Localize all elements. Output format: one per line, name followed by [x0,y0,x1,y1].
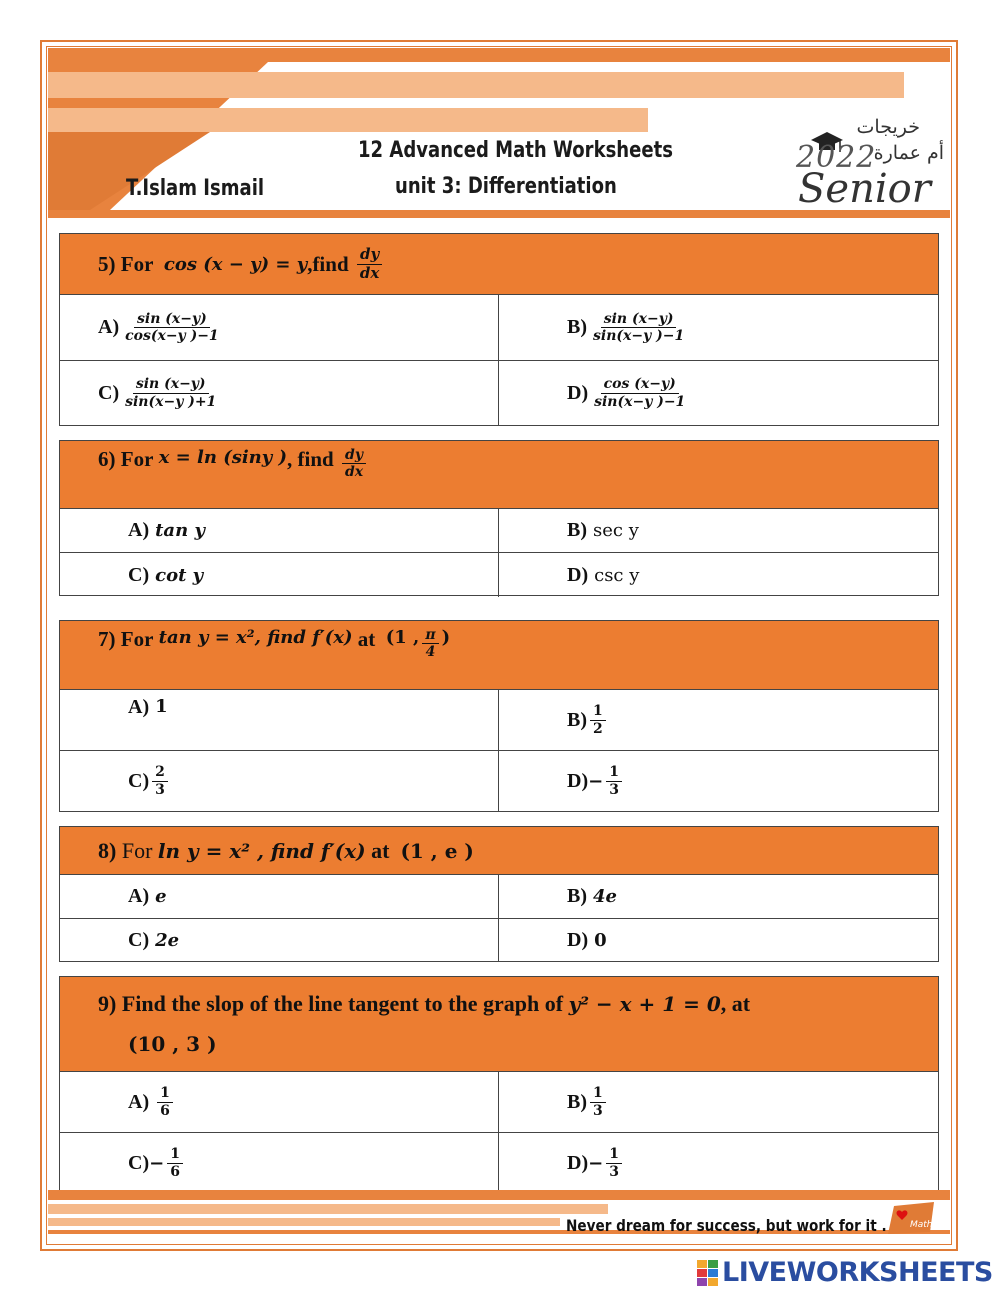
option-b[interactable]: B) 4e [567,885,617,907]
question-number: 9) [98,991,117,1016]
question-7 [59,620,939,812]
teacher-name: T.Islam Ismail [126,176,265,201]
option-b[interactable]: B) $\frac{1}{3}$ [499,1072,938,1132]
love-math-badge-icon [888,1202,936,1234]
question-number: 5) [98,251,116,276]
option-b[interactable]: B) $\frac{\sin (x-y)}{\sin(x-y )-1}$ [567,310,685,344]
option-b[interactable]: B) $\frac{1}{2}$ [499,690,938,750]
option-a[interactable]: A) $\frac{\sin (x-y)}{\cos(x-y )-1}$ [60,295,499,360]
option-a[interactable]: A) 1 [60,690,499,750]
question-9 [59,976,939,1193]
option-b[interactable]: B) sec y [567,519,639,541]
logo-year: 2022 [796,140,877,175]
liveworksheets-logo[interactable] [697,1257,993,1288]
question-expression: tan y = x², find f′(x) [158,627,353,648]
question-point: (1 , e ) [400,838,474,863]
derivative-fraction: $\frac{dy}{dx}$ [357,246,382,282]
liveworksheets-logo-icon [697,1260,718,1286]
footer-motto: Never dream for success, but work for it . [566,1216,887,1235]
option-a[interactable]: A) $\frac{1}{6}$ [60,1072,499,1132]
question-lead: For [120,251,154,276]
question-lead: For [120,627,154,651]
option-c[interactable]: C) $\frac{\sin (x-y)}{\sin(x-y )+1}$ [60,361,499,425]
question-number: 8) [98,837,117,863]
option-c[interactable]: C) $\frac{2}{3}$ [60,751,499,811]
derivative-fraction: $\frac{dy}{dx}$ [342,447,366,480]
question-tail: at [357,627,376,651]
option-d[interactable]: D) − $\frac{1}{3}$ [499,751,938,811]
point-close: ) [441,627,451,648]
question-prompt [60,441,938,509]
question-tail: ,find [307,251,349,276]
question-expression: y² − x + 1 = 0 [568,992,721,1016]
question-expression: x = ln (siny ) [158,447,288,468]
question-lead: For [120,447,154,471]
pi-over-4-fraction: $\frac{\pi}{4}$ [422,627,438,660]
question-tail: , find [287,447,334,471]
question-6 [59,440,939,596]
option-c[interactable]: C) 2e [60,919,499,962]
liveworksheets-brand: LIVEWORKSHEETS [722,1257,993,1288]
logo-arabic-line1: خريجات [856,116,920,138]
question-tail: at [371,837,390,863]
question-prompt [60,977,938,1072]
question-5 [59,233,939,426]
option-d[interactable]: D) 0 [567,929,607,951]
question-prompt [60,621,938,690]
question-number: 7) [98,627,116,651]
question-expression: cos (x − y) = y [163,253,308,275]
question-point: (10 , 3 ) [128,1032,217,1056]
option-c[interactable]: C) − $\frac{1}{6}$ [60,1133,499,1193]
option-d[interactable]: D) $\frac{\cos (x-y)}{\sin(x-y )-1}$ [567,376,686,410]
question-prompt [60,827,938,875]
question-lead: For [121,837,153,863]
option-a[interactable]: A) tan y [60,509,499,552]
worksheet-subtitle: unit 3: Differentiation [395,174,617,199]
option-d[interactable]: D) csc y [567,563,640,586]
question-lead: Find the slop of the line tangent to the graph of [121,991,564,1016]
worksheet-header [0,0,1000,230]
question-number: 6) [98,447,116,471]
question-tail: , at [720,991,751,1016]
badge-text: Math [910,1220,933,1230]
worksheet-title: 12 Advanced Math Worksheets [358,138,673,163]
question-expression: ln y = x² , find f′(x) [157,838,366,863]
question-prompt [60,234,938,295]
option-c[interactable]: C) cot y [60,553,499,597]
option-d[interactable]: D) − $\frac{1}{3}$ [499,1133,938,1193]
point-open: (1 , [385,627,420,648]
question-8 [59,826,939,962]
logo-word: Senior [798,166,931,212]
option-a[interactable]: A) e [60,875,499,918]
logo-arabic-line2: أم عمارة [873,142,944,164]
